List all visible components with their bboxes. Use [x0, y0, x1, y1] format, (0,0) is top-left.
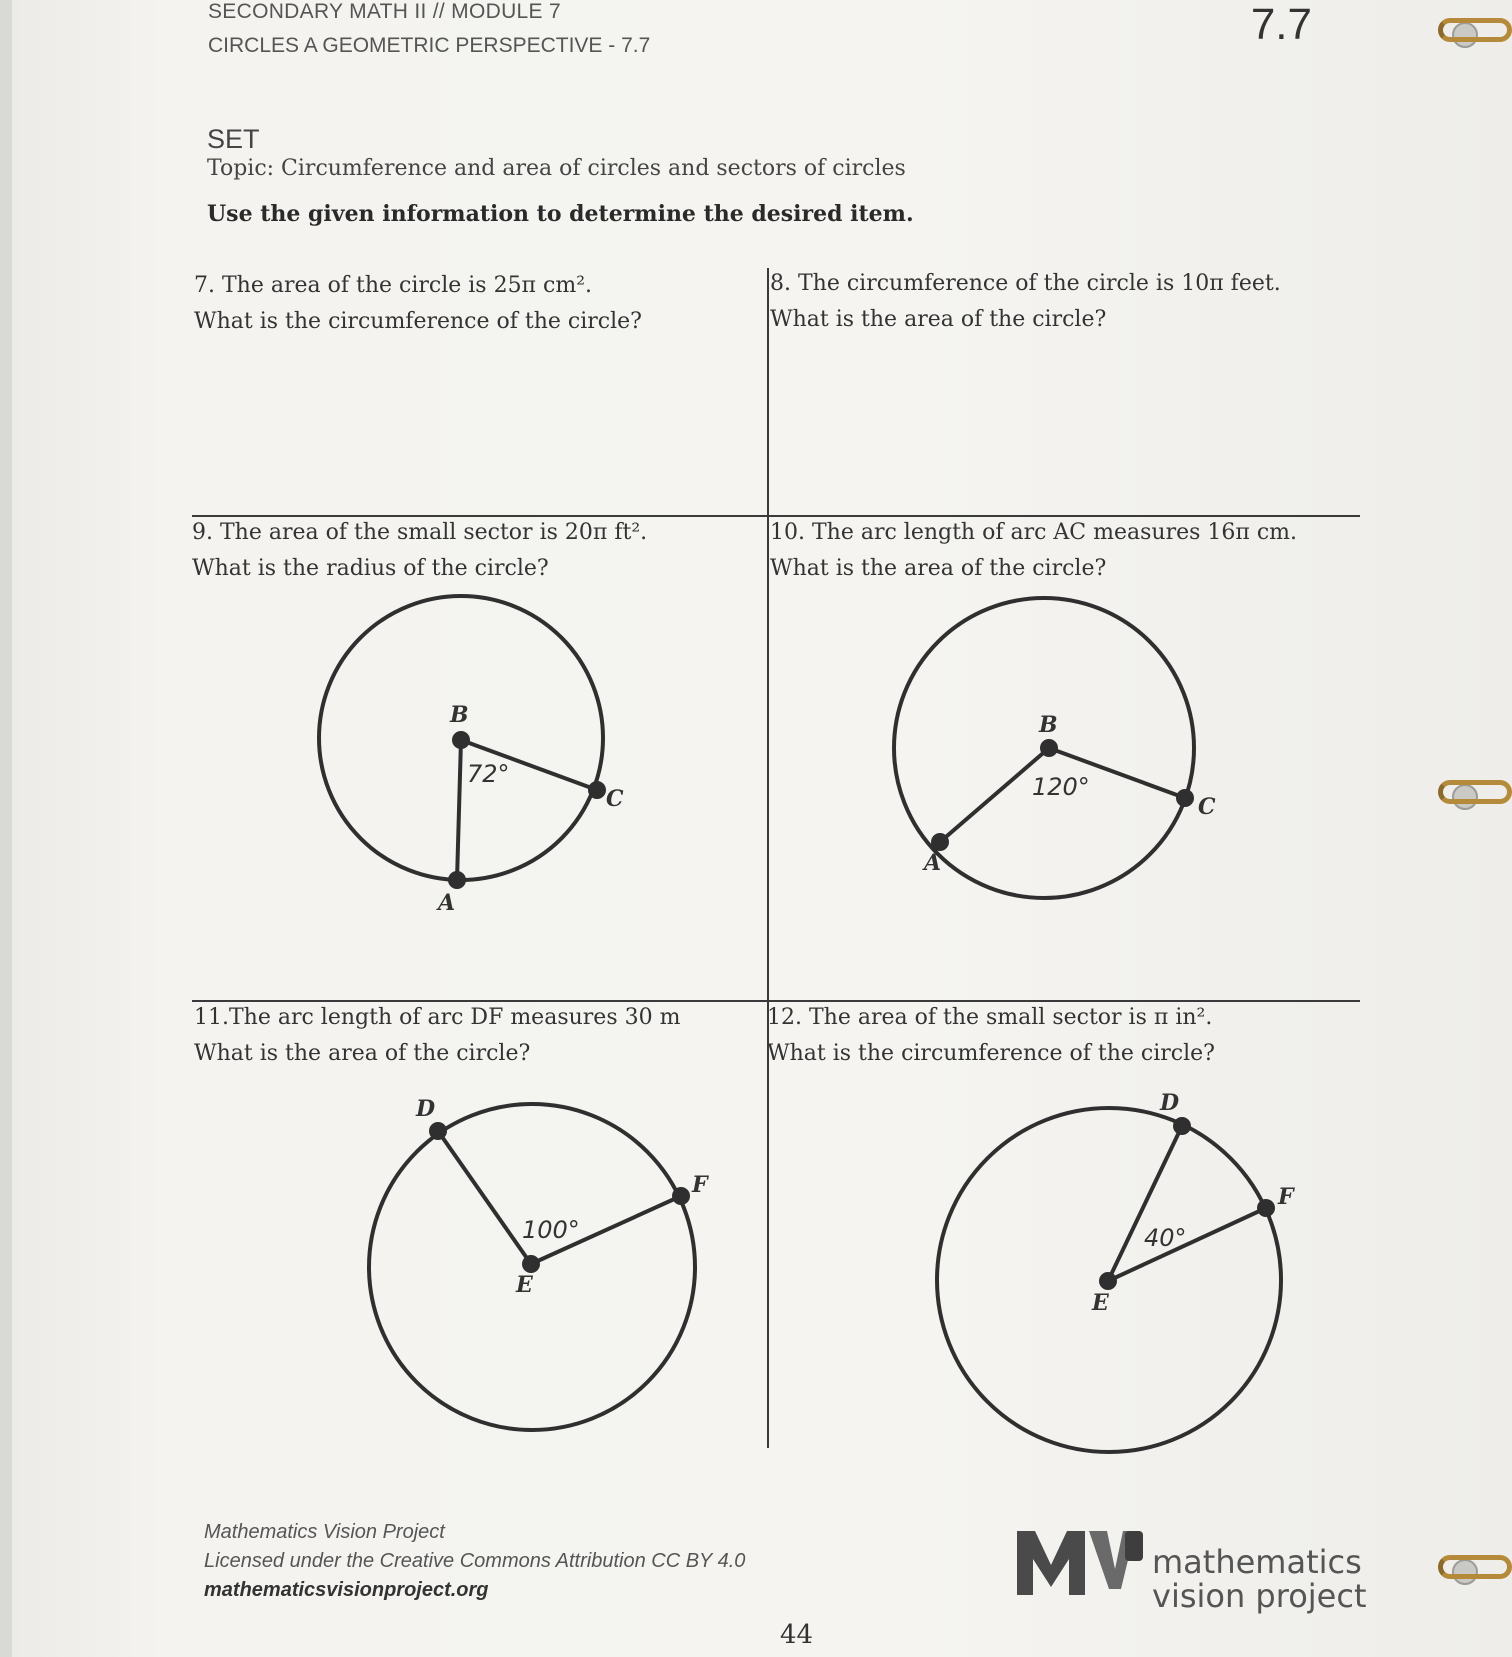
problem-12-given: 12. The area of the small sector is π in².	[767, 1005, 1213, 1030]
footer-project: Mathematics Vision Project	[204, 1521, 445, 1543]
figure-12-label-center: E	[1092, 1290, 1109, 1316]
mvp-logo-line2: vision project	[1152, 1577, 1367, 1615]
figure-12-radius-ef	[1108, 1208, 1266, 1281]
figure-9-point-c	[590, 783, 604, 797]
figure-11-point-f	[674, 1189, 688, 1203]
figure-12-label-p2: F	[1278, 1184, 1294, 1210]
figure-11-point-d	[431, 1124, 445, 1138]
mvp-logo-text	[1152, 1545, 1366, 1613]
figure-10-label-center: B	[1039, 712, 1058, 738]
section-title: SET	[207, 124, 260, 154]
mvp-logo-icon	[1017, 1525, 1147, 1595]
figure-12	[937, 1108, 1281, 1452]
problem-figures	[12, 0, 1512, 1657]
section-topic: Topic: Circumference and area of circles and sectors of circles	[207, 156, 906, 181]
problem-12-question: What is the circumference of the circle?	[767, 1041, 1215, 1066]
figure-9-angle: 72°	[467, 760, 510, 788]
worksheet-page	[12, 0, 1512, 1657]
figure-11	[369, 1104, 695, 1430]
figure-11-radius-ed	[438, 1131, 531, 1264]
problem-11-given: 11.The arc length of arc DF measures 30 m	[194, 1005, 681, 1030]
figure-9-label-p1: A	[438, 890, 456, 916]
figure-12-angle: 40°	[1144, 1224, 1187, 1252]
problem-7-question: What is the circumference of the circle?	[194, 309, 642, 334]
problem-10-question: What is the area of the circle?	[770, 556, 1107, 581]
problem-8-question: What is the area of the circle?	[770, 307, 1107, 332]
page-number: 44	[780, 1620, 814, 1650]
figure-9	[319, 596, 604, 887]
figure-12-label-p1: D	[1160, 1090, 1180, 1116]
figure-12-point-f	[1259, 1201, 1273, 1215]
figure-10-point-a	[933, 835, 947, 849]
figure-12-point-d	[1175, 1119, 1189, 1133]
lesson-code: 7.7	[1250, 0, 1312, 49]
problem-10-given: 10. The arc length of arc AC measures 16π cm.	[770, 520, 1298, 545]
section-instruction: Use the given information to determine the desired item.	[207, 201, 914, 227]
figure-10-point-b	[1042, 741, 1056, 755]
problem-8-given: 8. The circumference of the circle is 10π feet.	[770, 271, 1281, 296]
figure-9-label-center: B	[450, 702, 469, 728]
problem-9-question: What is the radius of the circle?	[192, 556, 549, 581]
problem-7-given: 7. The area of the circle is 25π cm².	[194, 273, 593, 298]
figure-11-label-p1: D	[416, 1096, 436, 1122]
figure-11-angle: 100°	[522, 1216, 580, 1244]
problem-9-given: 9. The area of the small sector is 20π ft².	[192, 520, 648, 545]
lesson-header: CIRCLES A GEOMETRIC PERSPECTIVE - 7.7	[208, 34, 651, 57]
figure-9-point-b	[454, 733, 468, 747]
figure-10-point-c	[1178, 791, 1192, 805]
figure-12-radius-ed	[1108, 1126, 1182, 1281]
figure-10-label-p1: A	[924, 850, 942, 876]
footer-url[interactable]: mathematicsvisionproject.org	[204, 1579, 489, 1601]
footer-credits	[204, 1518, 745, 1605]
figure-9-label-p2: C	[606, 786, 624, 812]
figure-9-radius-ba	[457, 740, 461, 880]
figure-10-label-p2: C	[1198, 794, 1216, 820]
figure-9-point-a	[450, 873, 464, 887]
figure-11-label-center: E	[516, 1272, 533, 1298]
figure-10-angle: 120°	[1032, 773, 1090, 801]
problem-11-question: What is the area of the circle?	[194, 1041, 531, 1066]
figure-11-point-e	[524, 1257, 538, 1271]
figure-11-label-p2: F	[692, 1172, 708, 1198]
figure-12-point-e	[1101, 1274, 1115, 1288]
course-header: SECONDARY MATH II // MODULE 7	[208, 0, 561, 23]
footer-license: Licensed under the Creative Commons Attribution CC BY 4.0	[204, 1550, 746, 1572]
mvp-logo-line1: mathematics	[1152, 1543, 1362, 1581]
